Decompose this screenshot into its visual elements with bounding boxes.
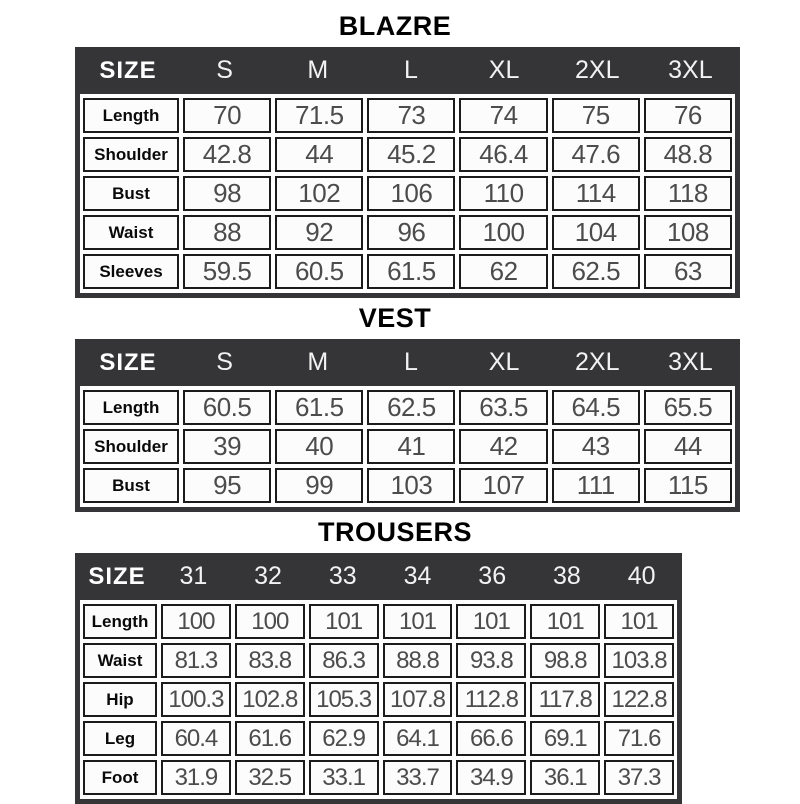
- value-cell: 98.8: [530, 643, 600, 678]
- value-cell: 64.1: [383, 721, 453, 756]
- value-cell: 60.5: [275, 254, 363, 289]
- row-label-cell: Leg: [83, 721, 157, 756]
- value-cell: 66.6: [456, 721, 526, 756]
- value-cell: 42.8: [183, 137, 271, 172]
- value-cell: 117.8: [530, 682, 600, 717]
- value-cell: 71.6: [604, 721, 674, 756]
- value-cell: 104: [552, 215, 640, 250]
- value-cell: 69.1: [530, 721, 600, 756]
- value-cell: 95: [183, 468, 271, 503]
- value-cell: 62: [459, 254, 547, 289]
- table-header-row: [80, 339, 735, 386]
- value-cell: 108: [644, 215, 732, 250]
- value-cell: 36.1: [530, 760, 600, 795]
- value-cell: 39: [183, 429, 271, 464]
- column-header-cell: XL: [488, 56, 520, 84]
- row-label-cell: Waist: [83, 215, 179, 250]
- column-header-cell: 33: [328, 562, 357, 590]
- value-cell: 110: [459, 176, 547, 211]
- table-row: [83, 721, 674, 756]
- value-cell: 34.9: [456, 760, 526, 795]
- row-label-cell: Shoulder: [83, 137, 179, 172]
- value-cell: 62.5: [552, 254, 640, 289]
- value-cell: 86.3: [309, 643, 379, 678]
- value-cell: 63: [644, 254, 732, 289]
- value-cell: 44: [644, 429, 732, 464]
- column-header-cell: L: [403, 56, 418, 84]
- value-cell: 111: [552, 468, 640, 503]
- table-row: [83, 215, 732, 250]
- value-cell: 92: [275, 215, 363, 250]
- column-header-cell: 40: [627, 562, 656, 590]
- column-header-cell: 31: [179, 562, 208, 590]
- value-cell: 60.5: [183, 390, 271, 425]
- column-header-cell: 2XL: [575, 56, 620, 84]
- column-header-cell: M: [307, 348, 329, 376]
- value-cell: 43: [552, 429, 640, 464]
- column-header-cell: S: [216, 56, 233, 84]
- column-header-cell: 2XL: [575, 348, 620, 376]
- value-cell: 73: [367, 98, 455, 133]
- row-label-cell: Length: [83, 390, 179, 425]
- chart-title: TROUSERS: [317, 517, 473, 547]
- column-header-cell: M: [307, 56, 329, 84]
- table-row: [83, 254, 732, 289]
- value-cell: 61.5: [367, 254, 455, 289]
- table-row: [83, 682, 674, 717]
- table-row: [83, 390, 732, 425]
- value-cell: 103.8: [604, 643, 674, 678]
- value-cell: 103: [367, 468, 455, 503]
- table-row: [83, 643, 674, 678]
- value-cell: 101: [456, 604, 526, 639]
- value-cell: 40: [275, 429, 363, 464]
- column-header-cell: 3XL: [668, 56, 713, 84]
- column-header-cell: XL: [488, 348, 520, 376]
- value-cell: 99: [275, 468, 363, 503]
- table-row: [83, 98, 732, 133]
- value-cell: 76: [644, 98, 732, 133]
- value-cell: 93.8: [456, 643, 526, 678]
- value-cell: 101: [604, 604, 674, 639]
- value-cell: 42: [459, 429, 547, 464]
- value-cell: 88: [183, 215, 271, 250]
- size-table: [75, 553, 682, 804]
- table-row: [83, 760, 674, 795]
- value-cell: 74: [459, 98, 547, 133]
- chart-title: VEST: [358, 303, 432, 333]
- row-label-cell: Bust: [83, 176, 179, 211]
- value-cell: 112.8: [456, 682, 526, 717]
- value-cell: 100: [161, 604, 231, 639]
- table-header-row: [80, 47, 735, 94]
- value-cell: 107.8: [383, 682, 453, 717]
- value-cell: 101: [530, 604, 600, 639]
- value-cell: 114: [552, 176, 640, 211]
- value-cell: 101: [309, 604, 379, 639]
- row-label-cell: Length: [83, 98, 179, 133]
- value-cell: 83.8: [235, 643, 305, 678]
- value-cell: 100: [459, 215, 547, 250]
- row-label-cell: Foot: [83, 760, 157, 795]
- value-cell: 59.5: [183, 254, 271, 289]
- table-header-row: [80, 553, 677, 600]
- row-label-cell: Shoulder: [83, 429, 179, 464]
- table-row: [83, 137, 732, 172]
- size-table: [75, 339, 740, 512]
- row-label-cell: Bust: [83, 468, 179, 503]
- value-cell: 122.8: [604, 682, 674, 717]
- value-cell: 105.3: [309, 682, 379, 717]
- size-chart-section: [0, 11, 800, 298]
- size-header-cell: SIZE: [88, 562, 146, 590]
- value-cell: 60.4: [161, 721, 231, 756]
- value-cell: 64.5: [552, 390, 640, 425]
- value-cell: 71.5: [275, 98, 363, 133]
- table-body: [80, 94, 735, 293]
- value-cell: 44: [275, 137, 363, 172]
- value-cell: 41: [367, 429, 455, 464]
- table-row: [83, 429, 732, 464]
- column-header-cell: S: [216, 348, 233, 376]
- size-chart-section: [0, 517, 800, 804]
- value-cell: 100.3: [161, 682, 231, 717]
- column-header-cell: L: [403, 348, 418, 376]
- chart-title: BLAZRE: [338, 11, 452, 41]
- row-label-cell: Waist: [83, 643, 157, 678]
- table-row: [83, 604, 674, 639]
- table-row: [83, 176, 732, 211]
- value-cell: 106: [367, 176, 455, 211]
- column-header-cell: 32: [254, 562, 282, 590]
- value-cell: 48.8: [644, 137, 732, 172]
- value-cell: 88.8: [383, 643, 453, 678]
- value-cell: 47.6: [552, 137, 640, 172]
- table-row: [83, 468, 732, 503]
- value-cell: 46.4: [459, 137, 547, 172]
- value-cell: 33.1: [309, 760, 379, 795]
- value-cell: 37.3: [604, 760, 674, 795]
- size-header-cell: SIZE: [99, 56, 157, 84]
- size-table: [75, 47, 740, 298]
- value-cell: 33.7: [383, 760, 453, 795]
- value-cell: 102.8: [235, 682, 305, 717]
- value-cell: 81.3: [161, 643, 231, 678]
- value-cell: 61.5: [275, 390, 363, 425]
- size-chart-section: [0, 303, 800, 512]
- value-cell: 115: [644, 468, 732, 503]
- column-header-cell: 3XL: [668, 348, 713, 376]
- value-cell: 32.5: [235, 760, 305, 795]
- value-cell: 101: [383, 604, 453, 639]
- value-cell: 107: [459, 468, 547, 503]
- value-cell: 31.9: [161, 760, 231, 795]
- value-cell: 96: [367, 215, 455, 250]
- row-label-cell: Hip: [83, 682, 157, 717]
- value-cell: 102: [275, 176, 363, 211]
- value-cell: 118: [644, 176, 732, 211]
- value-cell: 75: [552, 98, 640, 133]
- row-label-cell: Sleeves: [83, 254, 179, 289]
- value-cell: 61.6: [235, 721, 305, 756]
- value-cell: 62.5: [367, 390, 455, 425]
- value-cell: 100: [235, 604, 305, 639]
- value-cell: 45.2: [367, 137, 455, 172]
- value-cell: 98: [183, 176, 271, 211]
- table-body: [80, 600, 677, 799]
- column-header-cell: 38: [553, 562, 581, 590]
- value-cell: 62.9: [309, 721, 379, 756]
- column-header-cell: 36: [478, 562, 507, 590]
- table-body: [80, 386, 735, 507]
- size-header-cell: SIZE: [99, 348, 157, 376]
- value-cell: 63.5: [459, 390, 547, 425]
- row-label-cell: Length: [83, 604, 157, 639]
- value-cell: 70: [183, 98, 271, 133]
- column-header-cell: 34: [403, 562, 432, 590]
- value-cell: 65.5: [644, 390, 732, 425]
